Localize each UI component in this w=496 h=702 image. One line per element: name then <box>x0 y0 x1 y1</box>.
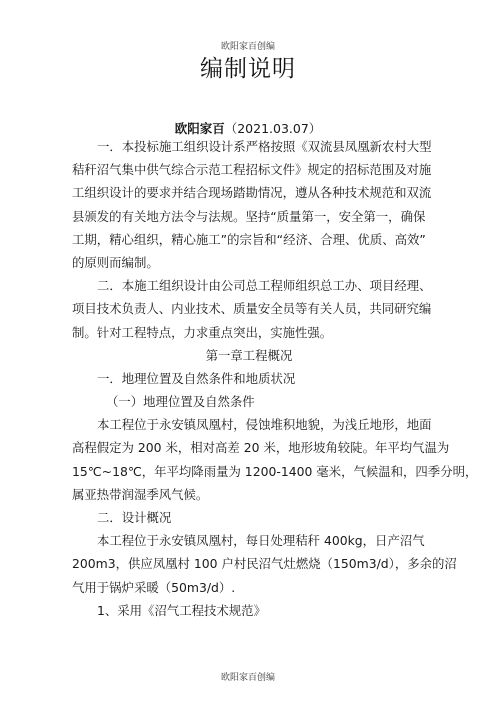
document-title: 编制说明 <box>200 56 296 82</box>
page-header: 欧阳家百创编 <box>220 42 275 52</box>
author-name: 欧阳家百 <box>174 121 225 136</box>
paragraph-4-line-2: 200m3，供应凤凰村 100 户村民沼气灶燃烧（150m3/d），多余的沼 <box>72 556 457 572</box>
section-1-heading: 一．地理位置及自然条件和地质状况 <box>97 370 296 386</box>
paragraph-1-line-6: 的原则而编制。 <box>72 254 159 270</box>
paragraph-3-line-3: 15℃~18℃，年平均降雨量为 1200-1400 毫米，气候温和，四季分明， <box>72 463 478 479</box>
paragraph-2-line-3: 制。针对工程特点，力求重点突出，实施性强。 <box>72 324 333 340</box>
section-2-heading: 二．设计概况 <box>97 510 172 525</box>
paragraph-2-line-1: 二．本施工组织设计由公司总工程师组织总工办、项目经理、 <box>97 278 432 294</box>
paragraph-3-line-4: 属亚热带润湿季风气候。 <box>72 486 209 502</box>
paragraph-1-line-5: 工期，精心组织，精心施工”的宗旨和“经济、合理、优质、高效” <box>72 231 426 247</box>
paragraph-1-line-1: 一．本投标施工组织设计系严格按照《双流县凤凰新农村大型 <box>97 139 432 154</box>
paragraph-1-line-3: 工组织设计的要求并结合现场踏勘情况，遵从各种技术规范和双流 <box>72 185 432 201</box>
paragraph-1-line-4: 县颁发的有关地方法令与法规。坚持“质量第一，安全第一，确保 <box>72 208 426 224</box>
paragraph-4-line-1: 本工程位于永安镇凤凰村，每日处理秸秆 400kg，日产沼气 <box>97 533 425 549</box>
paragraph-2-line-2: 项目技术负责人、内业技术、质量安全员等有关人员，共同研究编 <box>72 301 432 317</box>
chapter-title: 第一章工程概况 <box>205 347 293 363</box>
author-date: （2021.03.07） <box>224 121 322 136</box>
paragraph-4-line-3: 气用于锅炉采暖（50m3/d）. <box>72 579 236 595</box>
subsection-1-heading: （一）地理位置及自然条件 <box>106 394 255 410</box>
list-item-1: 1、采用《沼气工程技术规范》 <box>97 602 266 618</box>
page-footer: 欧阳家百创编 <box>220 673 275 683</box>
document-body <box>72 135 478 622</box>
paragraph-3-line-2: 高程假定为 200 米，相对高差 20 米，地形坡角较陡。年平均气温为 <box>72 440 450 456</box>
paragraph-3-line-1: 本工程位于永安镇凤凰村，侵蚀堆积地貌，为浅丘地形，地面 <box>97 417 432 433</box>
paragraph-1-line-2: 秸秆沼气集中供气综合示范工程招标文件》规定的招标范围及对施 <box>72 162 432 178</box>
